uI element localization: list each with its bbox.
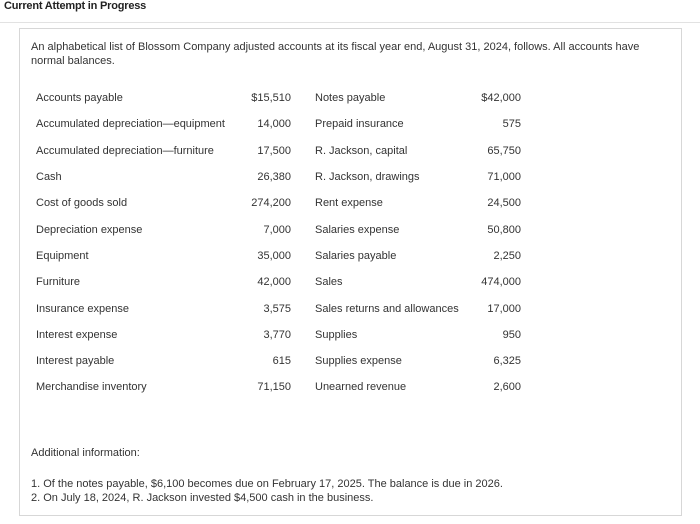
account-amount: 3,575 <box>263 303 291 315</box>
account-amount: 575 <box>502 118 521 130</box>
account-name: Sales returns and allowances <box>315 303 459 315</box>
table-row <box>20 374 683 400</box>
problem-intro: An alphabetical list of Blossom Company adjusted accounts at its fiscal year end, August 31, 2024, follows. All accounts have normal balances. <box>31 41 640 67</box>
account-amount: 474,000 <box>481 276 521 288</box>
account-name: Cost of goods sold <box>36 197 128 209</box>
account-amount: 950 <box>502 329 521 341</box>
table-row <box>20 85 683 111</box>
account-name: Supplies <box>315 329 358 341</box>
account-amount: $15,510 <box>251 92 291 104</box>
account-amount: 7,000 <box>263 224 291 236</box>
account-amount: 24,500 <box>487 197 521 209</box>
account-name: Insurance expense <box>36 303 129 315</box>
account-name: Supplies expense <box>315 355 402 367</box>
account-amount: 35,000 <box>257 250 291 262</box>
account-name: Salaries payable <box>315 250 397 262</box>
account-name: Rent expense <box>315 197 383 209</box>
account-name: Accounts payable <box>36 92 123 104</box>
table-row <box>20 111 683 137</box>
account-name: R. Jackson, capital <box>315 145 408 157</box>
account-amount: 50,800 <box>487 224 521 236</box>
account-name: Unearned revenue <box>315 381 407 393</box>
account-name: Cash <box>36 171 62 183</box>
account-amount: 17,000 <box>487 303 521 315</box>
account-amount: 14,000 <box>257 118 291 130</box>
account-name: Accumulated depreciation—furniture <box>36 145 214 157</box>
account-amount: 615 <box>272 355 291 367</box>
account-name: R. Jackson, drawings <box>315 171 420 183</box>
account-amount: 2,250 <box>493 250 521 262</box>
account-name: Salaries expense <box>315 224 400 236</box>
table-row <box>20 138 683 164</box>
account-name: Accumulated depreciation—equipment <box>36 118 225 130</box>
table-row <box>20 322 683 348</box>
account-amount: 42,000 <box>257 276 291 288</box>
account-name: Interest expense <box>36 329 118 341</box>
additional-info-notes <box>31 477 503 505</box>
account-name: Depreciation expense <box>36 224 143 236</box>
problem-card <box>19 28 682 516</box>
account-amount: 71,000 <box>487 171 521 183</box>
note-item: 1. Of the notes payable, $6,100 becomes due on February 17, 2025. The balance is due in 2026. <box>31 478 503 490</box>
account-name: Prepaid insurance <box>315 118 404 130</box>
table-row <box>20 296 683 322</box>
additional-info-title: Additional information: <box>31 447 140 459</box>
note-item: 2. On July 18, 2024, R. Jackson invested $4,500 cash in the business. <box>31 492 374 504</box>
account-amount: 17,500 <box>257 145 291 157</box>
account-name: Furniture <box>36 276 81 288</box>
account-amount: 2,600 <box>493 381 521 393</box>
account-name: Sales <box>315 276 343 288</box>
table-row <box>20 190 683 216</box>
account-amount: 6,325 <box>493 355 521 367</box>
table-row <box>20 217 683 243</box>
table-row <box>20 269 683 295</box>
account-amount: 3,770 <box>263 329 291 341</box>
table-row <box>20 164 683 190</box>
attempt-header <box>0 0 700 23</box>
attempt-label: Current Attempt in Progress <box>4 0 147 12</box>
table-row <box>20 243 683 269</box>
account-name: Interest payable <box>36 355 115 367</box>
account-name: Merchandise inventory <box>36 381 147 393</box>
account-name: Equipment <box>36 250 89 262</box>
account-amount: 26,380 <box>257 171 291 183</box>
account-amount: $42,000 <box>481 92 521 104</box>
account-amount: 71,150 <box>257 381 291 393</box>
account-amount: 65,750 <box>487 145 521 157</box>
account-name: Notes payable <box>315 92 386 104</box>
table-row <box>20 348 683 374</box>
account-amount: 274,200 <box>251 197 291 209</box>
